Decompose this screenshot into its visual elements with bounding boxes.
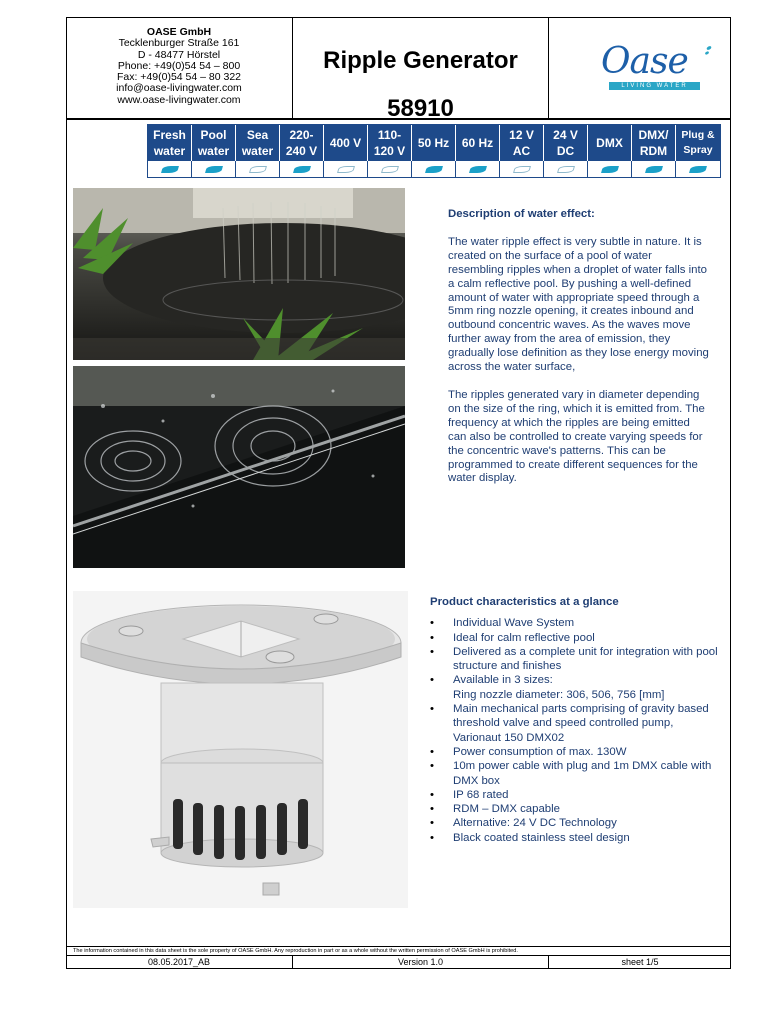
pool-photo — [73, 188, 405, 360]
leaf-filled-icon — [161, 166, 179, 173]
feature-label — [544, 125, 588, 161]
footer-version: Version 1.0 — [293, 956, 549, 969]
leaf-outline-icon — [557, 166, 575, 173]
feature-label-line1: 220- — [289, 128, 314, 142]
product-number: 58910 — [387, 95, 454, 122]
feature-label — [148, 125, 192, 161]
feature-label — [456, 125, 500, 161]
feature-indicator — [236, 161, 280, 177]
characteristic-item: • Black coated stainless steel design — [430, 831, 720, 845]
characteristic-item: • Delivered as a complete unit for integration with pool structure and finishes — [430, 645, 720, 674]
characteristic-item: • Ideal for calm reflective pool — [430, 631, 720, 645]
effect-description — [448, 208, 710, 500]
product-render — [73, 591, 408, 908]
leaf-filled-icon — [425, 166, 443, 173]
feature-label-line1: 400 V — [329, 136, 362, 150]
feature-label — [368, 125, 412, 161]
feature-label-line1: 50 Hz — [417, 136, 450, 150]
description-heading: Description of water effect: — [448, 208, 595, 220]
feature-label-line1: 24 V — [553, 128, 578, 142]
description-paragraph-1: The water ripple effect is very subtle in nature. It is created on the surface of a pool of water resembling ripples when a droplet of water falls into a calm reflective pool. By pushing a well-defined amount of water with appropriate speed through a 5mm ring nozzle opening, it creates inbound and outbound concentric waves. As the waves move further away from the area of emission, they gradually lose definition as they lose energy moving across the water surface, — [448, 235, 709, 374]
characteristics-heading: Product characteristics at a glance — [430, 596, 619, 608]
feature-label-line1: Fresh — [153, 128, 186, 142]
company-name: OASE GmbH — [146, 26, 212, 38]
description-paragraph-2: The ripples generated vary in diameter depending on the size of the ring, which it is emitted from. The frequency at which the ripples are being emitted can also be controlled to create varying speeds for the concentric wave's patterns. This can be programmed to create different sequences for the water display. — [448, 388, 705, 485]
feature-label — [324, 125, 368, 161]
feature-indicator — [368, 161, 412, 177]
company-email[interactable]: info@oase-livingwater.com — [116, 82, 242, 95]
leaf-filled-icon — [689, 166, 707, 173]
feature-label-line1: Sea — [246, 128, 269, 142]
leaf-filled-icon — [293, 166, 311, 173]
ripples-photo — [73, 366, 405, 568]
characteristic-item: • RDM – DMX capable — [430, 802, 720, 816]
characteristic-item: • Individual Wave System — [430, 616, 720, 630]
characteristic-item: • Main mechanical parts comprising of gravity based threshold valve and speed controlled pump, Varionaut 150 DMX02 — [430, 702, 720, 745]
leaf-filled-icon — [205, 166, 223, 173]
company-city: D - 48477 Hörstel — [137, 48, 221, 61]
feature-label-line2: 240 V — [285, 144, 318, 158]
feature-label-line1: 60 Hz — [461, 136, 494, 150]
feature-label — [280, 125, 324, 161]
feature-label-line2: AC — [512, 144, 531, 158]
feature-label — [500, 125, 544, 161]
feature-label-line1: 12 V — [509, 128, 534, 142]
feature-label-line1: Plug & — [681, 129, 715, 141]
feature-indicator — [148, 161, 192, 177]
characteristic-item: • Alternative: 24 V DC Technology — [430, 816, 720, 830]
ripples-photo-image — [73, 366, 405, 568]
feature-indicator — [456, 161, 500, 177]
product-characteristics — [430, 595, 720, 845]
copyright-notice: The information contained in this data sheet is the sole property of OASE GmbH. Any reproduction in part or as a whole without the written permission of OASE GmbH is prohibited. — [66, 946, 731, 956]
feature-label-line1: DMX — [596, 136, 623, 150]
company-street: Tecklenburger Straße 161 — [118, 37, 240, 50]
feature-label — [192, 125, 236, 161]
leaf-filled-icon — [645, 166, 663, 173]
company-phone: Phone: +49(0)54 54 – 800 — [117, 59, 241, 72]
feature-indicator — [632, 161, 676, 177]
feature-table — [147, 124, 721, 178]
feature-label — [676, 125, 720, 161]
pool-photo-image — [73, 188, 405, 360]
feature-label — [412, 125, 456, 161]
leaf-filled-icon — [469, 166, 487, 173]
feature-label — [632, 125, 676, 161]
feature-indicator — [588, 161, 632, 177]
feature-indicator — [676, 161, 720, 177]
company-fax: Fax: +49(0)54 54 – 80 322 — [116, 71, 242, 84]
footer-sheet: sheet 1/5 — [621, 957, 659, 967]
product-name: Ripple Generator — [323, 47, 518, 74]
leaf-outline-icon — [513, 166, 531, 173]
footer-date: 08.05.2017_AB — [66, 956, 293, 969]
feature-indicator — [412, 161, 456, 177]
leaf-filled-icon — [601, 166, 619, 173]
feature-label-line1: Pool — [200, 128, 227, 142]
feature-label — [588, 125, 632, 161]
feature-label-line1: 110- — [377, 128, 402, 142]
feature-label-line2: Spray — [683, 144, 713, 156]
feature-indicator — [280, 161, 324, 177]
characteristic-item: • Available in 3 sizes: Ring nozzle diameter: 306, 506, 756 [mm] — [430, 673, 720, 702]
feature-label-line2: DC — [556, 144, 575, 158]
ripple-generator-image — [73, 591, 408, 908]
characteristic-item: • Power consumption of max. 130W — [430, 745, 720, 759]
feature-label-line2: water — [197, 144, 230, 158]
feature-indicator — [500, 161, 544, 177]
logo-wordmark: Oase — [601, 41, 688, 82]
feature-label-line2: water — [153, 144, 186, 158]
company-address — [66, 17, 293, 118]
oase-logo — [549, 17, 731, 118]
feature-icons-row — [148, 161, 720, 177]
feature-label-line1: DMX/ — [638, 128, 669, 142]
logo-drops-icon — [703, 45, 713, 57]
document-title — [293, 17, 549, 122]
logo-tagline: LIVING WATER — [609, 82, 700, 90]
feature-label-line2: 120 V — [373, 144, 406, 158]
leaf-outline-icon — [337, 166, 355, 173]
feature-labels-row — [148, 125, 720, 161]
feature-label-line2: water — [241, 144, 274, 158]
footer-row — [66, 956, 731, 969]
leaf-outline-icon — [249, 166, 267, 173]
characteristic-item: • IP 68 rated — [430, 788, 720, 802]
characteristics-list — [430, 616, 720, 845]
feature-label-line2: RDM — [639, 144, 668, 158]
feature-indicator — [324, 161, 368, 177]
company-website[interactable]: www.oase-livingwater.com — [117, 93, 241, 106]
feature-indicator — [192, 161, 236, 177]
header-divider — [66, 118, 731, 120]
characteristic-item: • 10m power cable with plug and 1m DMX cable with DMX box — [430, 759, 720, 788]
feature-indicator — [544, 161, 588, 177]
leaf-outline-icon — [381, 166, 399, 173]
feature-label — [236, 125, 280, 161]
